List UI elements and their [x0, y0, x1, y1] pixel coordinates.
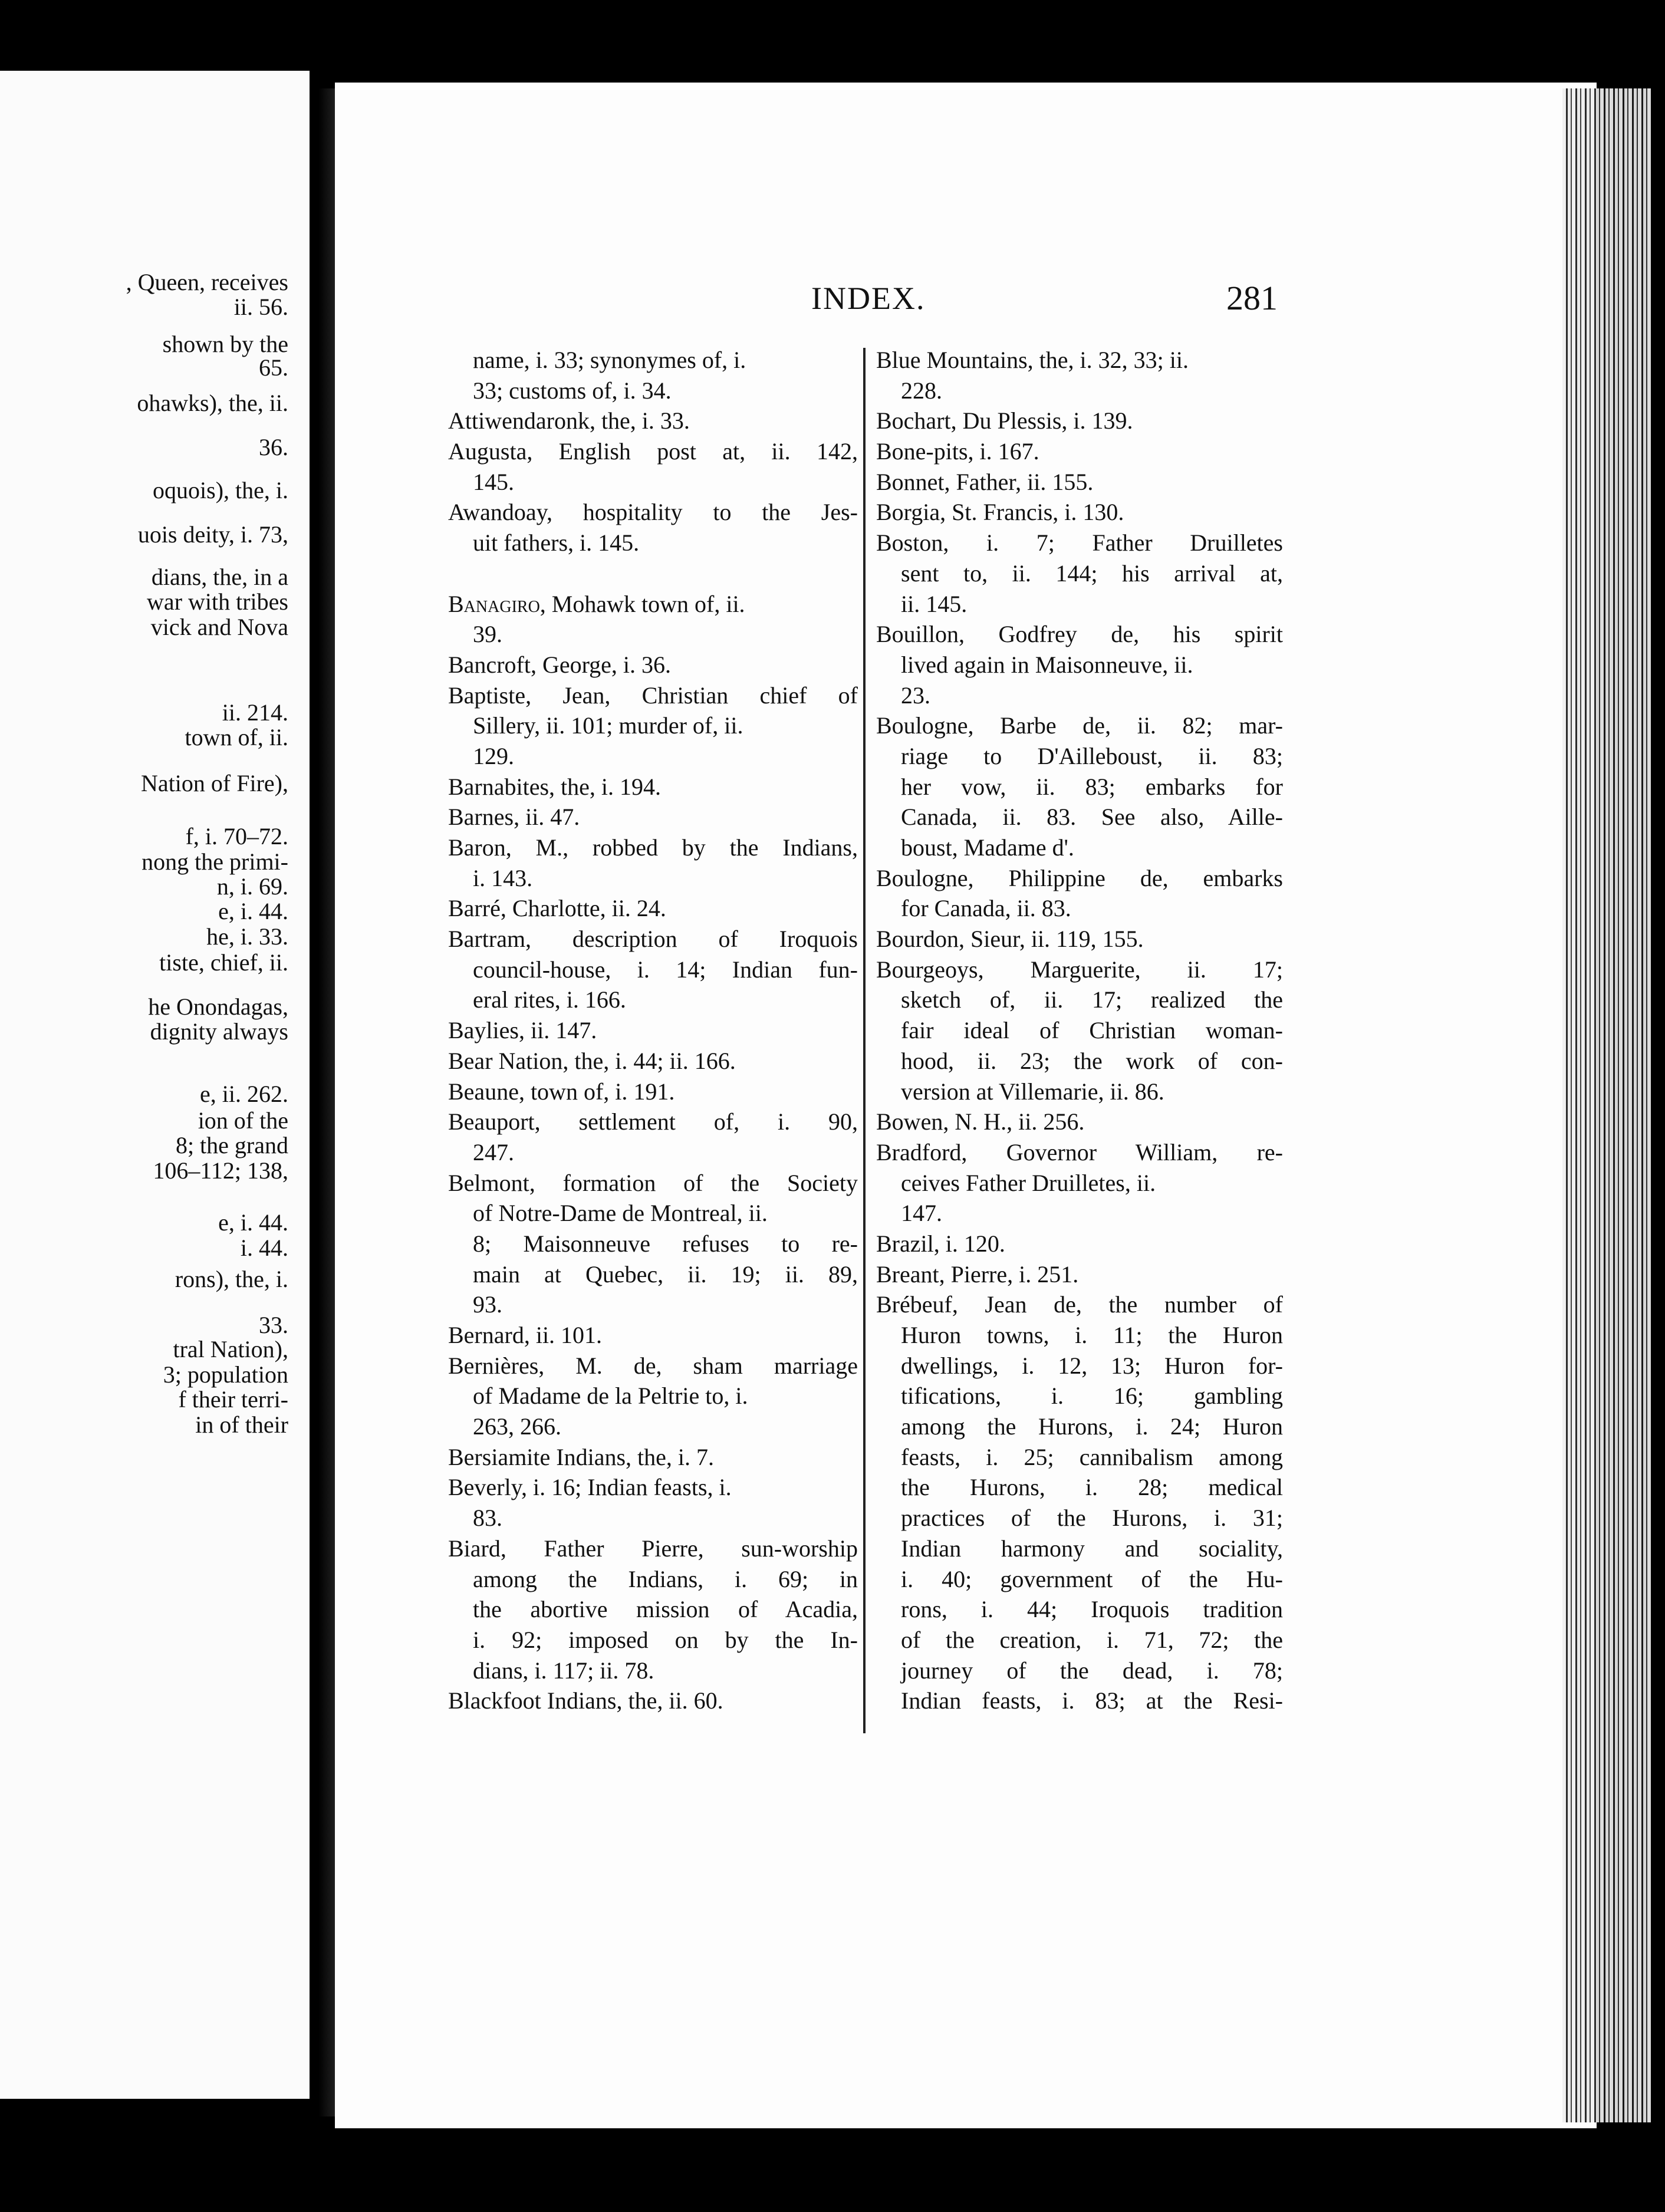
index-entry: Baron, M., robbed by the Indians, [448, 834, 858, 861]
gutter-shadow [318, 88, 336, 2116]
index-entry: Beaune, town of, i. 191. [448, 1078, 675, 1105]
index-entry-continuation: 147. [901, 1200, 942, 1227]
index-column-left [448, 345, 858, 1716]
index-entry-continuation: 129. [473, 742, 514, 769]
index-entry: Breant, Pierre, i. 251. [876, 1260, 1079, 1288]
previous-page-fragment [0, 71, 310, 2099]
page-number: 281 [1226, 279, 1278, 317]
left-page-line: dians, the, in a [151, 564, 288, 590]
left-page-line: ii. 56. [233, 294, 288, 320]
index-entry-continuation: Indian harmony and sociality, [901, 1535, 1283, 1562]
left-page-line: vick and Nova [150, 614, 288, 640]
index-entry-continuation: for Canada, ii. 83. [901, 895, 1071, 922]
index-entry: Borgia, St. Francis, i. 130. [876, 499, 1124, 526]
index-entry: Barnes, ii. 47. [448, 804, 580, 831]
left-page-line: tral Nation), [173, 1336, 288, 1362]
index-entry-continuation: of Madame de la Peltrie to, i. [473, 1382, 748, 1410]
index-entry: Boulogne, Philippine de, embarks [876, 864, 1283, 891]
index-entry-continuation: sent to, ii. 144; his arrival at, [901, 559, 1283, 587]
index-entry-continuation: 33; customs of, i. 34. [473, 377, 672, 404]
index-entry-continuation: lived again in Maisonneuve, ii. [901, 651, 1193, 678]
index-entry: Bouillon, Godfrey de, his spirit [876, 621, 1283, 648]
index-entry: Augusta, English post at, ii. 142, [448, 438, 858, 465]
index-entry-continuation: practices of the Hurons, i. 31; [901, 1505, 1283, 1532]
index-entry: Bernard, ii. 101. [448, 1322, 603, 1348]
index-column-right [876, 345, 1283, 1716]
index-entry: Bonnet, Father, ii. 155. [876, 468, 1094, 495]
index-entry: Bear Nation, the, i. 44; ii. 166. [448, 1047, 736, 1074]
index-entry: Bernières, M. de, sham marriage [448, 1352, 858, 1379]
index-entry: Baptiste, Jean, Christian chief of [448, 682, 858, 709]
left-page-line: town of, ii. [185, 724, 288, 750]
index-entry: Beauport, settlement of, i. 90, [448, 1108, 858, 1135]
index-entry-continuation: 23. [901, 682, 930, 709]
left-page-line: 36. [259, 434, 288, 460]
column-divider [863, 348, 866, 1733]
index-entry-continuation: boust, Madame d'. [901, 834, 1074, 861]
left-page-line: i. 44. [240, 1235, 288, 1261]
index-entry: Blue Mountains, the, i. 32, 33; ii. [876, 347, 1189, 373]
left-page-line: ion of the [198, 1107, 288, 1134]
index-entry-continuation: Canada, ii. 83. See also, Aille- [901, 804, 1283, 831]
headword-small-caps: Banagiro [448, 590, 540, 617]
index-entry-continuation: feasts, i. 25; cannibalism among [901, 1443, 1283, 1470]
index-entry: Bourdon, Sieur, ii. 119, 155. [876, 926, 1144, 953]
index-entry-continuation: her vow, ii. 83; embarks for [901, 773, 1283, 800]
index-entry-continuation: 228. [901, 377, 942, 404]
index-entry-continuation: hood, ii. 23; the work of con- [901, 1047, 1283, 1074]
index-entry-continuation: 93. [473, 1291, 502, 1318]
left-page-line: ohawks), the, ii. [137, 390, 288, 416]
index-entry: Attiwendaronk, the, i. 33. [448, 407, 690, 434]
index-entry: Beverly, i. 16; Indian feasts, i. [448, 1474, 732, 1501]
index-entry: Banagiro, Mohawk town of, ii. [448, 590, 745, 617]
index-entry-continuation: ceives Father Druilletes, ii. [901, 1169, 1156, 1196]
left-page-line: e, i. 44. [218, 1209, 288, 1236]
left-page-line: 3; population [163, 1361, 288, 1388]
index-entry-continuation: 8; Maisonneuve refuses to re- [473, 1230, 858, 1257]
left-page-line: n, i. 69. [216, 873, 288, 900]
index-entry: Bowen, N. H., ii. 256. [876, 1108, 1085, 1135]
left-page-line: e, i. 44. [218, 898, 288, 924]
left-page-line: Nation of Fire), [141, 770, 288, 796]
index-entry: Barnabites, the, i. 194. [448, 773, 662, 800]
left-page-line: 33. [259, 1312, 288, 1338]
left-page-line: he Onondagas, [148, 993, 288, 1020]
left-page-line: 106–112; 138, [153, 1157, 288, 1184]
index-entry: Boston, i. 7; Father Druilletes [876, 529, 1283, 557]
index-entry-continuation: council-house, i. 14; Indian fun- [473, 956, 858, 983]
index-entry: Bartram, description of Iroquois [448, 926, 858, 953]
index-entry-continuation: 247. [473, 1138, 514, 1166]
index-entry-continuation: uit fathers, i. 145. [473, 529, 640, 557]
index-entry: Baylies, ii. 147. [448, 1017, 597, 1044]
index-entry-continuation: ii. 145. [901, 590, 968, 617]
index-entry-continuation: i. 40; government of the Hu- [901, 1565, 1283, 1592]
index-entry-continuation: i. 143. [473, 864, 533, 891]
index-entry-continuation: rons, i. 44; Iroquois tradition [901, 1596, 1283, 1623]
index-entry-continuation: the abortive mission of Acadia, [473, 1596, 858, 1623]
index-entry: Bourgeoys, Marguerite, ii. 17; [876, 956, 1283, 983]
index-entry-continuation: version at Villemarie, ii. 86. [901, 1078, 1164, 1105]
index-entry-continuation: among the Indians, i. 69; in [473, 1565, 858, 1592]
left-page-line: f, i. 70–72. [185, 823, 288, 850]
index-entry: Awandoay, hospitality to the Jes- [448, 499, 858, 526]
left-page-line: e, ii. 262. [200, 1081, 288, 1107]
left-page-line: oquois), the, i. [153, 477, 288, 503]
index-entry: Biard, Father Pierre, sun-worship [448, 1535, 858, 1562]
index-entry: Barré, Charlotte, ii. 24. [448, 895, 666, 922]
left-page-line: tiste, chief, ii. [159, 949, 288, 976]
index-entry-continuation: i. 92; imposed on by the In- [473, 1626, 858, 1653]
left-page-line: dignity always [150, 1018, 288, 1045]
left-page-line: 65. [259, 354, 288, 381]
left-page-line: shown by the [162, 331, 288, 357]
index-entry-continuation: journey of the dead, i. 78; [901, 1657, 1283, 1684]
left-page-line: rons), the, i. [175, 1266, 288, 1292]
index-entry: Bone-pits, i. 167. [876, 438, 1039, 465]
index-entry-continuation: dians, i. 117; ii. 78. [473, 1657, 654, 1684]
index-entry-continuation: the Hurons, i. 28; medical [901, 1474, 1283, 1501]
index-entry: Boulogne, Barbe de, ii. 82; mar- [876, 712, 1283, 739]
index-entry-continuation: eral rites, i. 166. [473, 986, 626, 1013]
left-page-line: , Queen, receives [126, 269, 288, 295]
index-entry-continuation: 263, 266. [473, 1413, 561, 1440]
left-page-line: nong the primi- [142, 848, 288, 875]
index-entry-continuation: sketch of, ii. 17; realized the [901, 986, 1283, 1013]
index-entry-continuation: riage to D'Ailleboust, ii. 83; [901, 742, 1283, 769]
index-entry-continuation: name, i. 33; synonymes of, i. [473, 347, 746, 373]
index-entry-continuation: 39. [473, 621, 502, 648]
left-page-line: he, i. 33. [206, 923, 288, 950]
running-head: INDEX. [811, 281, 926, 316]
index-entry: Belmont, formation of the Society [448, 1169, 858, 1196]
left-page-line: 8; the grand [175, 1132, 288, 1158]
left-page-line: f their terri- [178, 1386, 288, 1413]
index-entry-continuation: tifications, i. 16; gambling [901, 1382, 1283, 1410]
index-entry-continuation: dwellings, i. 12, 13; Huron for- [901, 1352, 1283, 1379]
index-entry: Bochart, Du Plessis, i. 139. [876, 407, 1133, 434]
index-entry-continuation: among the Hurons, i. 24; Huron [901, 1413, 1283, 1440]
index-entry-continuation: Indian feasts, i. 83; at the Resi- [901, 1687, 1283, 1714]
index-entry: Bradford, Governor William, re- [876, 1138, 1283, 1166]
left-page-line: war with tribes [147, 588, 288, 615]
index-entry-continuation: 145. [473, 468, 514, 495]
index-entry: Bersiamite Indians, the, i. 7. [448, 1443, 715, 1470]
index-entry-continuation: fair ideal of Christian woman- [901, 1017, 1283, 1044]
index-entry: Bancroft, George, i. 36. [448, 651, 672, 678]
index-entry: Blackfoot Indians, the, ii. 60. [448, 1687, 723, 1714]
left-page-line: in of their [195, 1411, 288, 1438]
index-entry-continuation: of Notre-Dame de Montreal, ii. [473, 1200, 768, 1227]
left-page-line: ii. 214. [222, 699, 288, 726]
index-entry-continuation: Huron towns, i. 11; the Huron [901, 1322, 1283, 1348]
index-entry-continuation: 83. [473, 1505, 502, 1532]
index-entry-continuation: Sillery, ii. 101; murder of, ii. [473, 712, 743, 739]
index-entry: Brébeuf, Jean de, the number of [876, 1291, 1283, 1318]
index-entry: Brazil, i. 120. [876, 1230, 1005, 1257]
page-fore-edge [1562, 88, 1651, 2122]
index-entry [448, 558, 858, 589]
index-entry-continuation: of the creation, i. 71, 72; the [901, 1626, 1283, 1653]
index-entry-continuation: main at Quebec, ii. 19; ii. 89, [473, 1260, 858, 1288]
left-page-line: uois deity, i. 73, [137, 521, 288, 548]
